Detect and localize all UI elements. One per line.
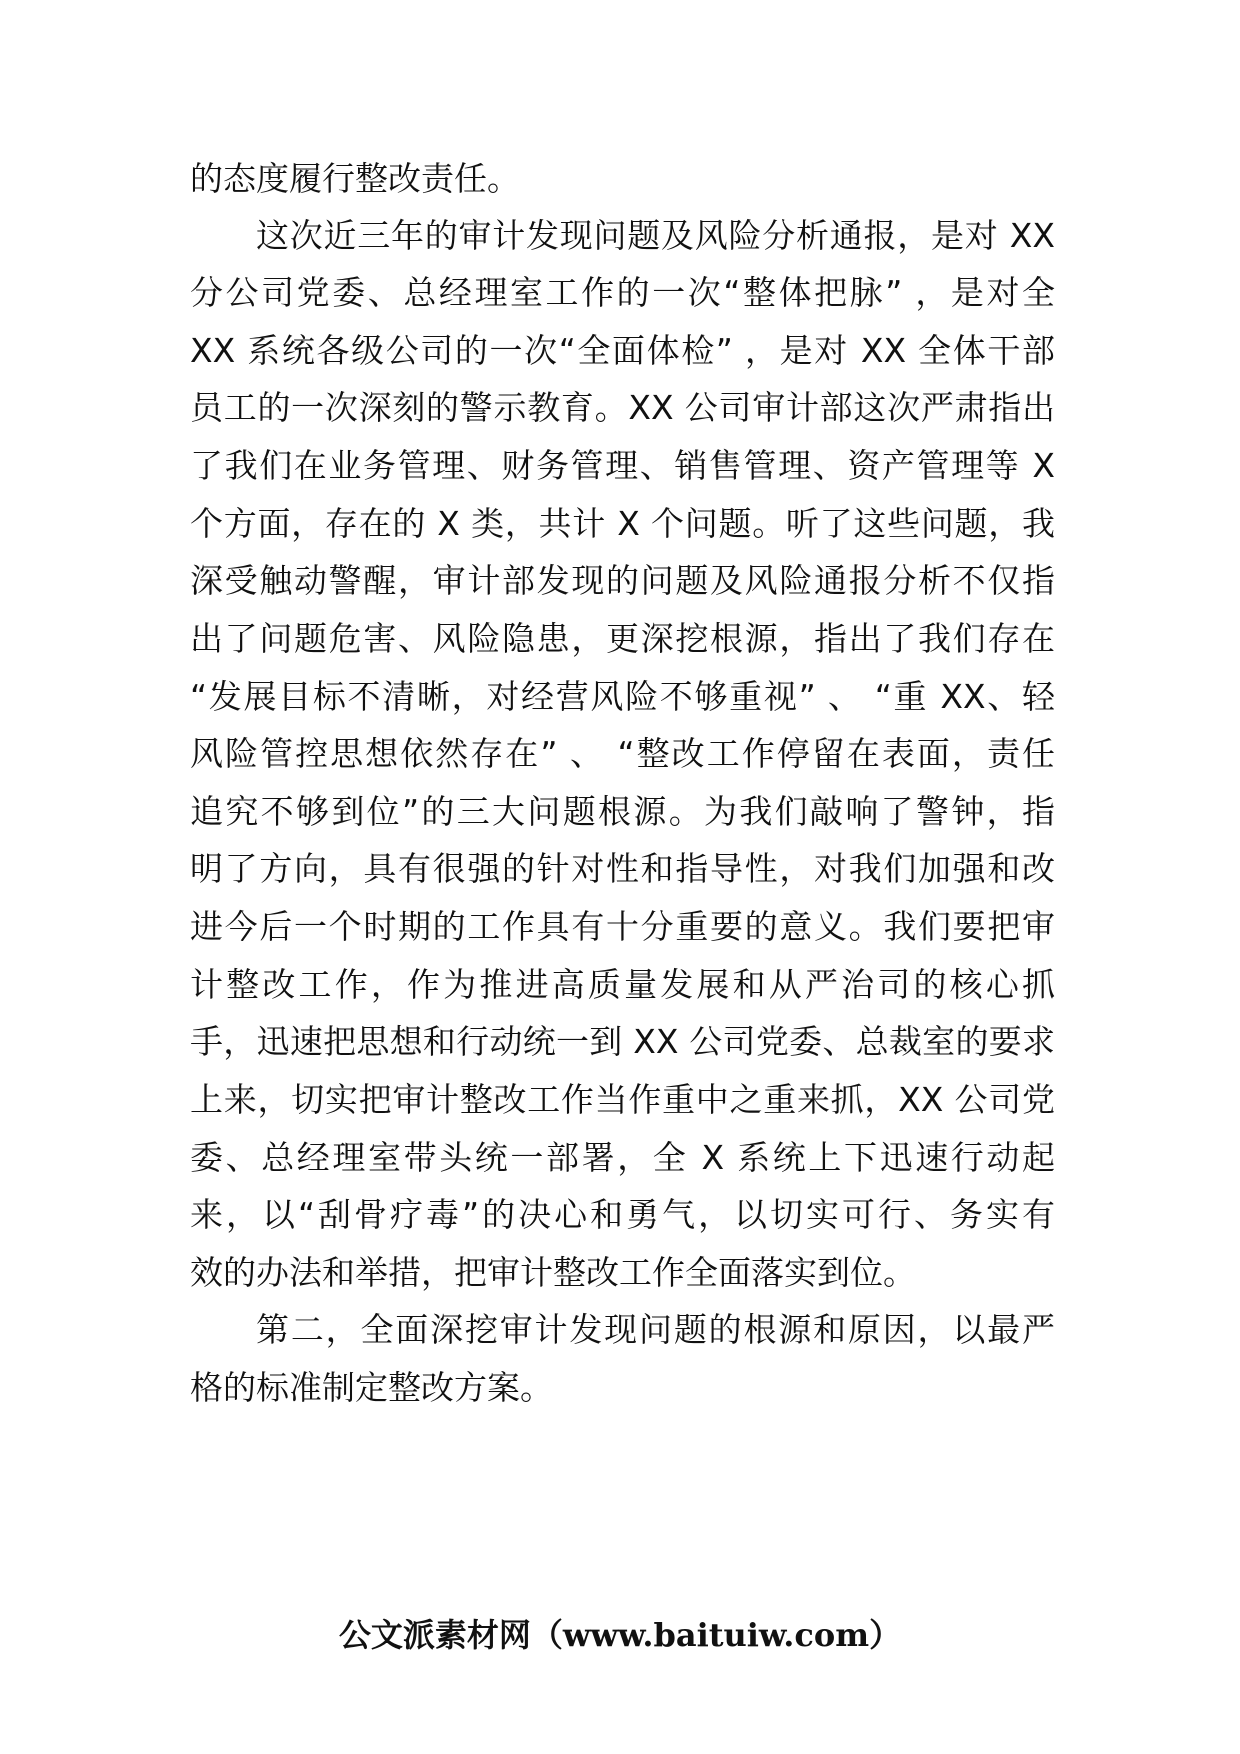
text-line: 委、总经理室带头统一部署，全 X 系统上下迅速行动起 — [190, 1138, 1055, 1177]
text-line: 来，以“刮骨疗毒”的决心和勇气，以切实可行、务实有 — [190, 1195, 1055, 1234]
text-line: 了我们在业务管理、财务管理、销售管理、资产管理等 X — [190, 446, 1055, 485]
footer-watermark: 公文派素材网（www.baituiw.com） — [338, 1616, 902, 1654]
text-line: 的态度履行整改责任。 — [190, 159, 520, 198]
text-line: 格的标准制定整改方案。 — [190, 1368, 553, 1407]
text-line: 个方面，存在的 X 类，共计 X 个问题。听了这些问题，我 — [190, 504, 1055, 543]
text-line: 风险管控思想依然存在” 、 “整改工作停留在表面，责任 — [190, 734, 1055, 773]
text-line: 出了问题危害、风险隐患，更深挖根源，指出了我们存在 — [190, 619, 1055, 658]
text-line: 深受触动警醒，审计部发现的问题及风险通报分析不仅指 — [190, 561, 1055, 600]
text-line: 员工的一次深刻的警示教育。XX 公司审计部这次严肃指出 — [190, 388, 1055, 427]
text-line: 第二，全面深挖审计发现问题的根源和原因，以最严 — [256, 1310, 1055, 1349]
text-line: 手，迅速把思想和行动统一到 XX 公司党委、总裁室的要求 — [190, 1022, 1055, 1061]
text-line: 这次近三年的审计发现问题及风险分析通报，是对 XX — [256, 216, 1055, 255]
text-line: 计整改工作，作为推进高质量发展和从严治司的核心抓 — [190, 965, 1055, 1004]
text-line: 效的办法和举措，把审计整改工作全面落实到位。 — [190, 1253, 916, 1292]
text-line: XX 系统各级公司的一次“全面体检” ，是对 XX 全体干部 — [190, 331, 1055, 370]
text-line: 进今后一个时期的工作具有十分重要的意义。我们要把审 — [190, 907, 1055, 946]
text-line: 分公司党委、总经理室工作的一次“整体把脉” ，是对全 — [190, 273, 1055, 312]
text-line: 追究不够到位”的三大问题根源。为我们敲响了警钟，指 — [190, 792, 1055, 831]
text-line: 上来，切实把审计整改工作当作重中之重来抓，XX 公司党 — [190, 1080, 1055, 1119]
text-line: 明了方向，具有很强的针对性和指导性，对我们加强和改 — [190, 849, 1055, 888]
text-line: “发展目标不清晰，对经营风险不够重视” 、 “重 XX、轻 — [190, 677, 1055, 716]
